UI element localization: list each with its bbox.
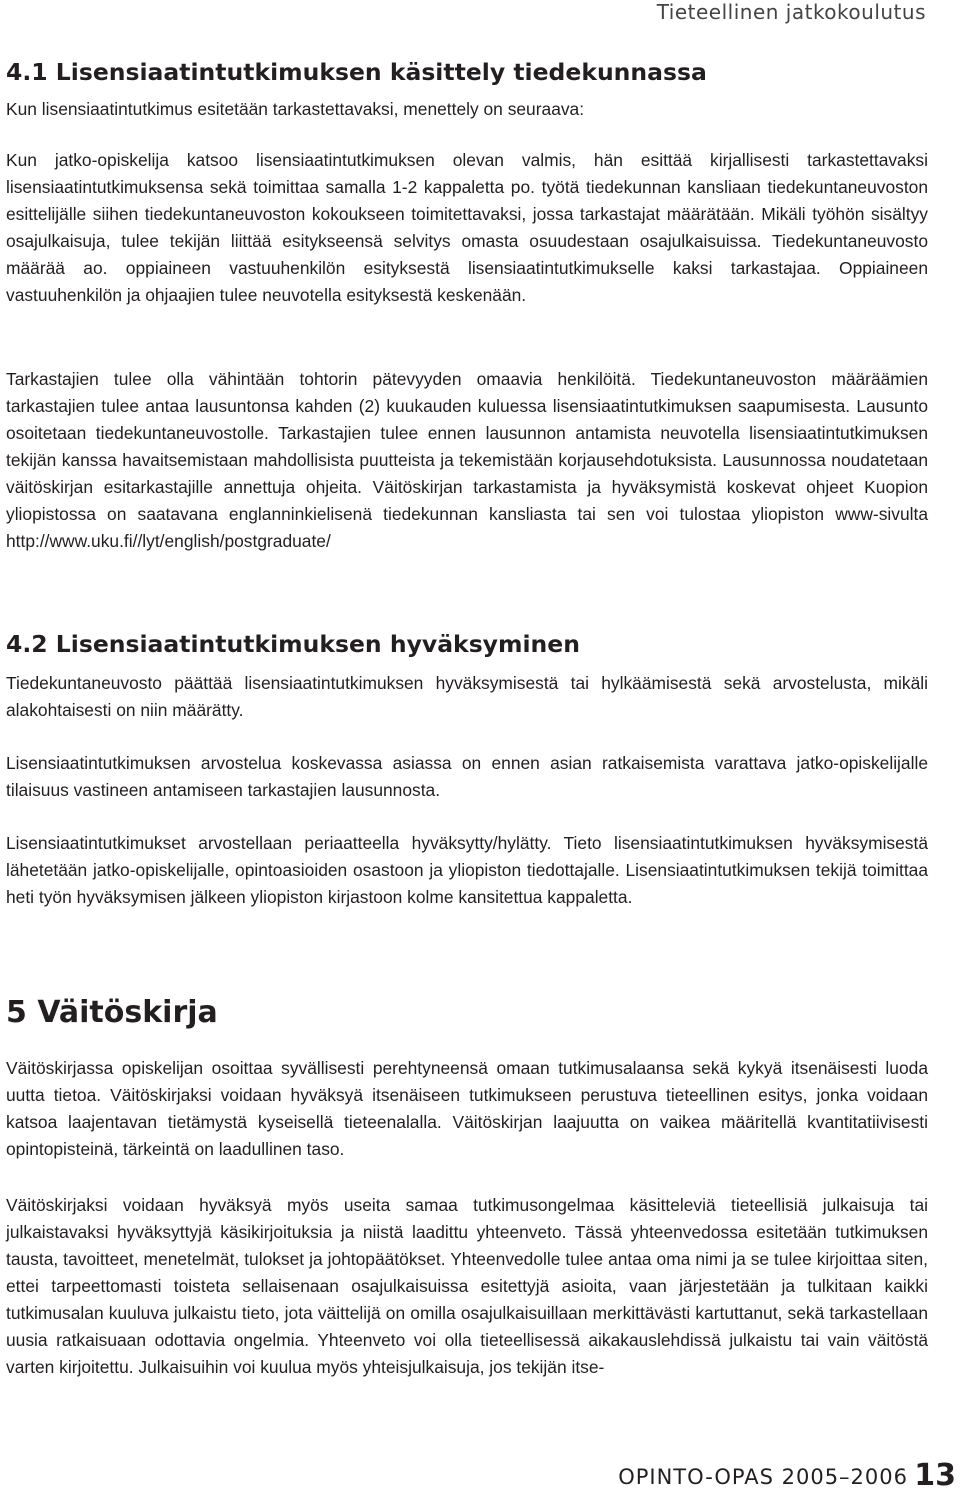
paragraph: Lisensiaatintutkimukset arvostellaan periaatteella hyväksytty/hylätty. Tieto lisensiaatintutkimuksen hyväksymisestä lähetetään jatko-opiskelijalle, opintoasioiden osastoon ja yliopiston tiedottajalle. Lisensiaatintutkimuksen tekijä toimittaa heti työn hyväksymisen jälkeen yliopiston kirjastoon kolme kansitettua kappaletta.	[6, 833, 928, 907]
page-footer	[0, 1457, 960, 1497]
section-heading-5: 5 Väitöskirja	[6, 995, 218, 1030]
paragraph: Kun lisensiaatintutkimus esitetään tarkastettavaksi, menettely on seuraava:	[6, 99, 585, 119]
paragraph: Tiedekuntaneuvosto päättää lisensiaatintutkimuksen hyväksymisestä tai hylkäämisestä sekä arvostelusta, mikäli alakohtaisesti on niin määrätty.	[6, 673, 928, 720]
paragraph: Väitöskirjassa opiskelijan osoittaa syvällisesti perehtyneensä omaan tutkimusalaansa sekä kykyä itsenäisesti luoda uutta tietoa. Väitöskirjaksi voidaan hyväksyä itsenäiseen tutkimukseen perustuva tieteellinen esitys, jonka voidaan katsoa laajentavan tietämystä kyseisellä tieteenalalla. Väitöskirjan laajuutta on vaikea määritellä kvantitatiivisesti opintopisteinä, tärkeintä on laadullinen taso.	[6, 1058, 928, 1159]
paragraph: Väitöskirjaksi voidaan hyväksyä myös useita samaa tutkimusongelmaa käsitteleviä tieteellisiä julkaisuja tai julkaistavaksi hyväksyttyjä käsikirjoituksia ja niistä laadittu yhteenveto. Tässä yhteenvedossa esitetään tutkimuksen tausta, tavoitteet, menetelmät, tulokset ja johtopäätökset. Yhteenvedolle tulee antaa oma nimi ja se tulee kirjoittaa siten, ettei tarpeettomasti toisteta sellaisenaan osajulkaisuissa esitettyjä asioita, vaan järjestetään ja tulkitaan kaikki tutkimusalan kuuluva julkaistu tieto, jota väittelijä on omilla osajulkaisuillaan merkittävästi kartuttanut, sekä tarkastellaan uusia ratkaisuaan odottavia ongelmia. Yhteenveto voi olla tieteellisessä aikakauslehdissä julkaistu tai vain väitöstä varten kirjoitettu. Julkaisuihin voi kuulua myös yhteisjulkaisuja, jos tekijän itse-	[6, 1195, 928, 1377]
paragraph: Tarkastajien tulee olla vähintään tohtorin pätevyyden omaavia henkilöitä. Tiedekuntaneuvoston määräämien tarkastajien tulee antaa lausuntonsa kahden (2) kuukauden kuluessa lisensiaatintutkimuksen saapumisesta. Lausunto osoitetaan tiedekuntaneuvostolle. Tarkastajien tulee ennen lausunnon antamista neuvotella lisensiaatintutkimuksen tekijän kanssa havaitsemistaan mahdollisista puutteista ja tekemistään korjausehdotuksista. Lausunnossa noudatetaan väitöskirjan esitarkastajille annettuja ohjeita. Väitöskirjan tarkastamista ja hyväksymistä koskevat ohjeet Kuopion yliopistossa on saatavana englanninkielisenä tiedekunnan kansliasta tai sen voi tulostaa yliopiston www-sivulta http://www.uku.fi//lyt/english/postgraduate/	[6, 369, 928, 551]
page-number: 13	[914, 1458, 956, 1493]
section-heading-4-1: 4.1 Lisensiaatintutkimuksen käsittely tiedekunnassa	[6, 58, 707, 86]
paragraph: Kun jatko-opiskelija katsoo lisensiaatintutkimuksen olevan valmis, hän esittää kirjallisesti tarkastettavaksi lisensiaatintutkimuksensa sekä toimittaa samalla 1-2 kappaletta po. työtä tiedekunnan kansliaan tiedekuntaneuvoston esittelijälle siihen tiedekuntaneuvoston kokoukseen toimitettavaksi, jossa tarkastajat määrätään. Mikäli työhön sisältyy osajulkaisuja, tulee tekijän liittää esitykseensä selvitys omasta osuudestaan osajulkaisuissa. Tiedekuntaneuvosto määrää ao. oppiaineen vastuuhenkilön esityksestä lisensiaatintutkimukselle kaksi tarkastajaa. Oppiaineen vastuuhenkilön ja ohjaajien tulee neuvotella esityksestä keskenään.	[6, 150, 928, 305]
section-heading-4-2: 4.2 Lisensiaatintutkimuksen hyväksyminen	[6, 630, 580, 658]
footer-label: OPINTO-OPAS 2005–2006	[618, 1465, 908, 1489]
paragraph: Lisensiaatintutkimuksen arvostelua koskevassa asiassa on ennen asian ratkaisemista varattava jatko-opiskelijalle tilaisuus vastineen antamiseen tarkastajien lausunnosta.	[6, 753, 928, 800]
running-header: Tieteellinen jatkokoulutus	[656, 0, 926, 24]
